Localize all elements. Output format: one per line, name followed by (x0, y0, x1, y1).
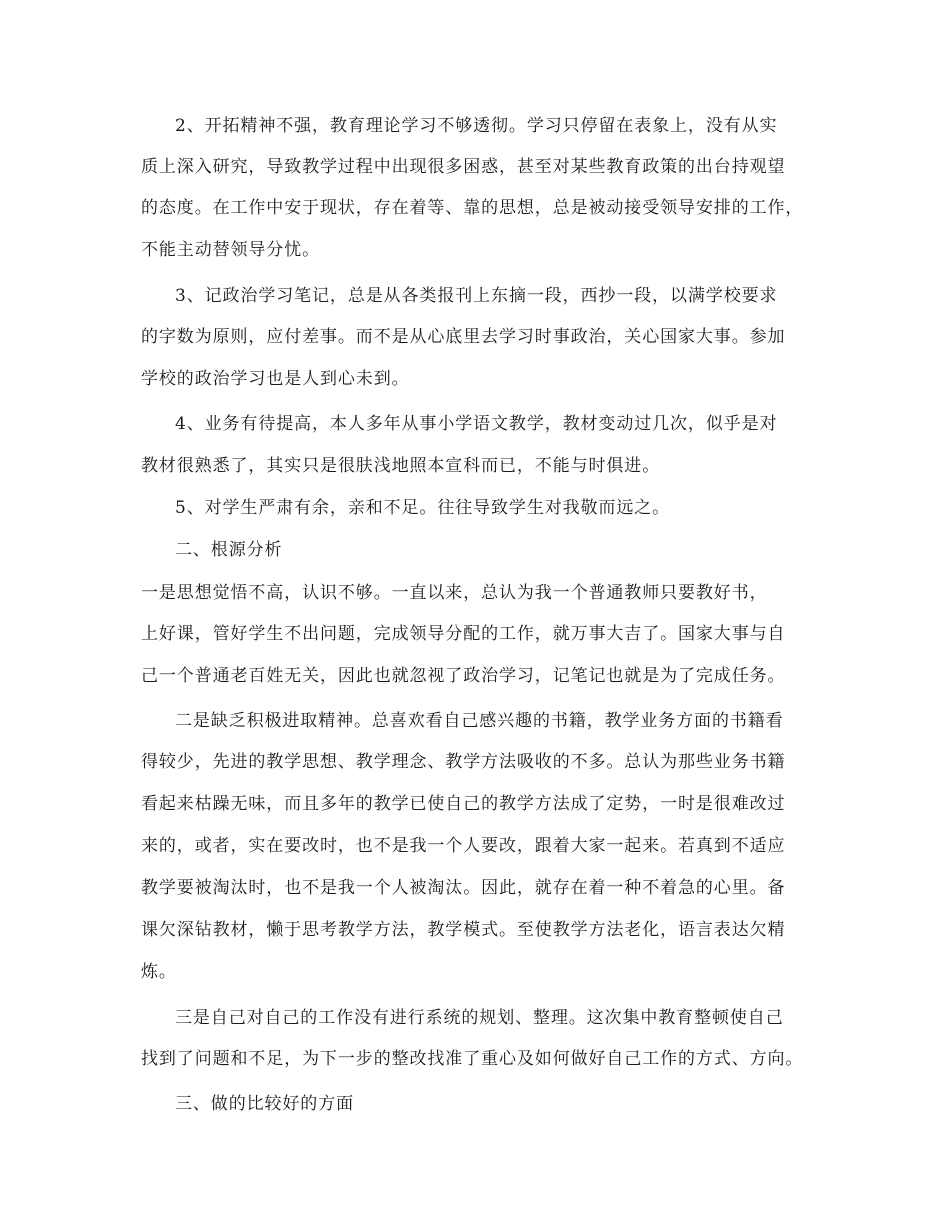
paragraph-cause-1-line-3: 己一个普通老百姓无关，因此也就忽视了政治学习，记笔记也就是为了完成任务。 (141, 666, 786, 686)
paragraph-cause-2-line-6: 课欠深钻教材，懒于思考教学方法，教学模式。至使教学方法老化，语言表达欠精 (141, 920, 786, 940)
paragraph-2-line-4: 不能主动替领导分忧。 (141, 240, 320, 260)
paragraph-cause-3-line-1: 三是自己对自己的工作没有进行系统的规划、整理。这次集中教育整顿使自己 (175, 1008, 784, 1028)
paragraph-cause-2-line-1: 二是缺乏积极进取精神。总喜欢看自己感兴趣的书籍，教学业务方面的书籍看 (175, 711, 784, 731)
paragraph-cause-2-line-7: 炼。 (141, 962, 177, 982)
paragraph-cause-2-line-2: 得较少，先进的教学思想、教学理念、教学方法吸收的不多。总认为那些业务书籍 (141, 752, 786, 772)
paragraph-3-line-2: 的字数为原则，应付差事。而不是从心底里去学习时事政治，关心国家大事。参加 (141, 327, 786, 347)
paragraph-3-line-1: 3、记政治学习笔记，总是从各类报刊上东摘一段，西抄一段，以满学校要求 (175, 286, 778, 306)
paragraph-cause-2-line-5: 教学要被淘汰时，也不是我一个人被淘汰。因此，就存在着一种不着急的心里。备 (141, 878, 786, 898)
paragraph-cause-2-line-4: 来的，或者，实在要改时，也不是我一个人要改，跟着大家一起来。若真到不适应 (141, 836, 786, 856)
section-heading-root-cause: 二、根源分析 (175, 540, 283, 560)
paragraph-4-line-2: 教材很熟悉了，其实只是很肤浅地照本宣科而已，不能与时俱进。 (141, 456, 661, 476)
paragraph-cause-1-line-2: 上好课，管好学生不出问题，完成领导分配的工作，就万事大吉了。国家大事与自 (141, 624, 786, 644)
paragraph-2-line-1: 2、开拓精神不强，教育理论学习不够透彻。学习只停留在表象上，没有从实 (175, 116, 778, 136)
section-heading-strengths: 三、做的比较好的方面 (175, 1094, 354, 1114)
paragraph-5-line-1: 5、对学生严肃有余，亲和不足。往往导致学生对我敬而远之。 (175, 498, 671, 518)
paragraph-cause-1-line-1: 一是思想觉悟不高，认识不够。一直以来，总认为我一个普通教师只要教好书， (141, 583, 768, 603)
paragraph-3-line-3: 学校的政治学习也是人到心未到。 (141, 369, 410, 389)
paragraph-2-line-2: 质上深入研究，导致教学过程中出现很多困惑，甚至对某些教育政策的出台持观望 (141, 157, 786, 177)
paragraph-cause-2-line-3: 看起来枯躁无味，而且多年的教学已使自己的教学方法成了定势，一时是很难改过 (141, 794, 786, 814)
paragraph-4-line-1: 4、业务有待提高，本人多年从事小学语文教学，教材变动过几次，似乎是对 (175, 414, 778, 434)
paragraph-cause-3-line-2: 找到了问题和不足，为下一步的整改找准了重心及如何做好自己工作的方式、方向。 (141, 1049, 804, 1069)
paragraph-2-line-3: 的态度。在工作中安于现状，存在着等、靠的思想，总是被动接受领导安排的工作， (141, 198, 804, 218)
